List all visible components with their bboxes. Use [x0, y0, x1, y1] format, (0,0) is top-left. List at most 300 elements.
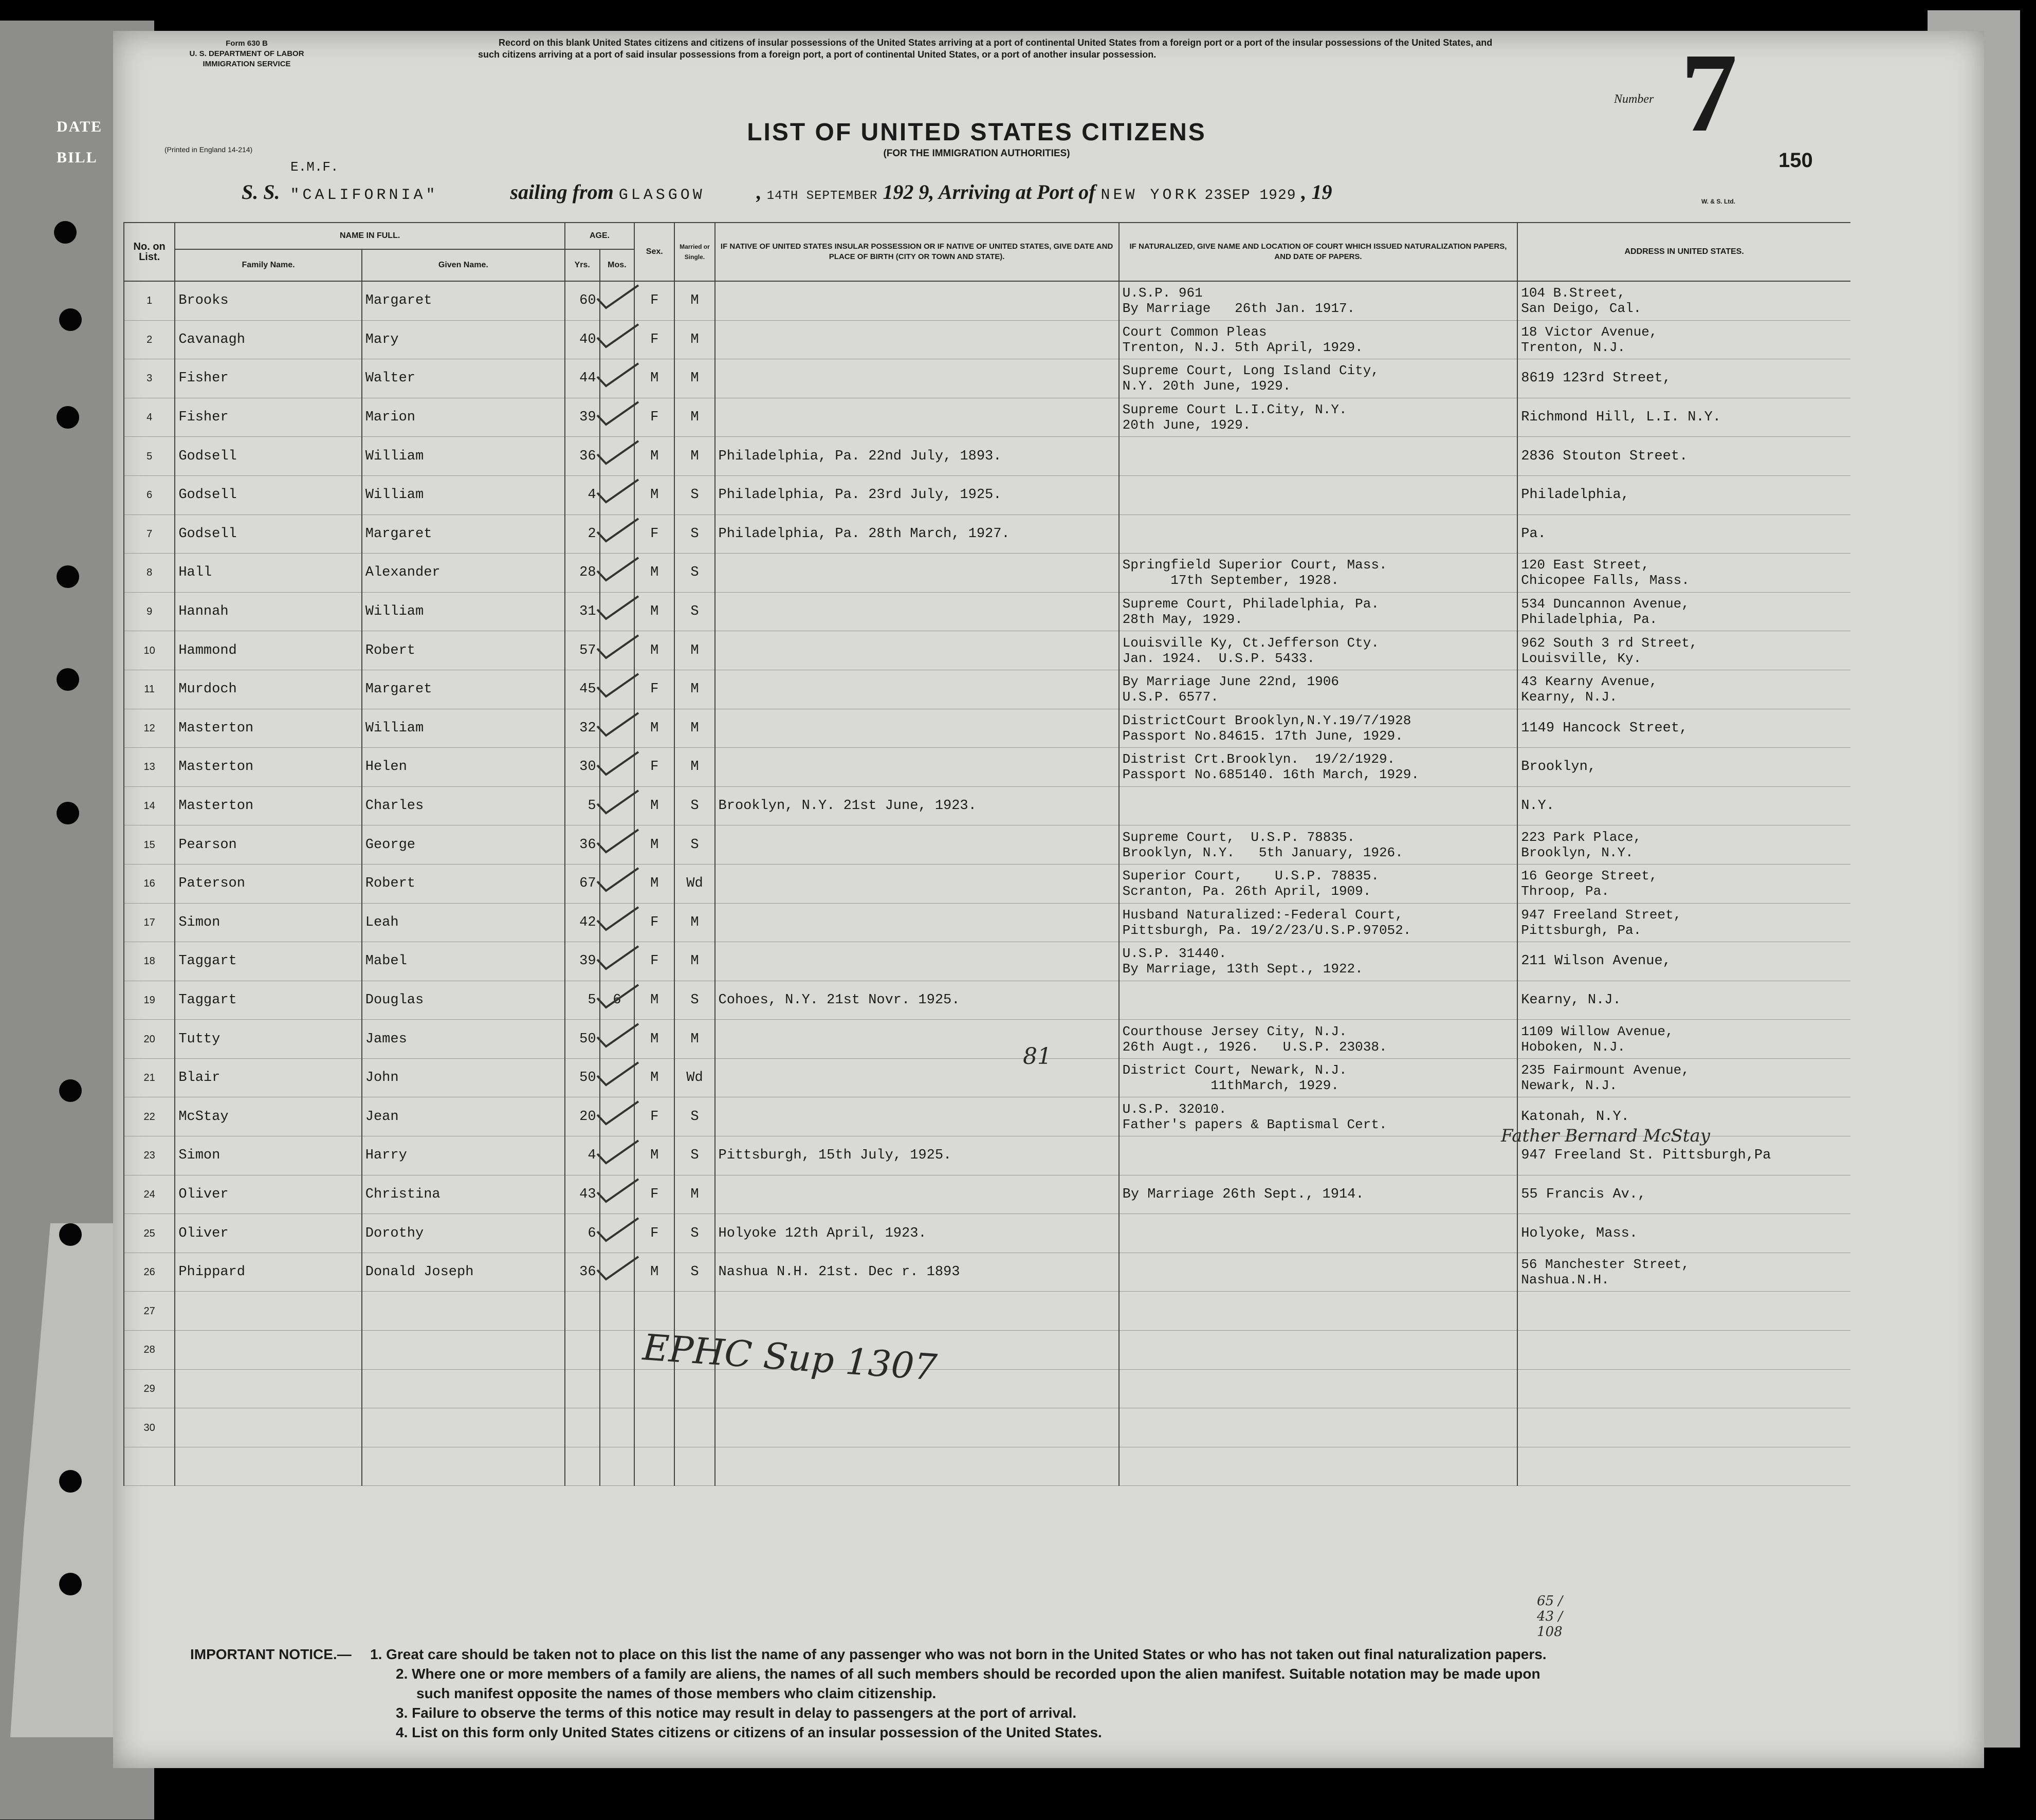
- sex-cell: M: [634, 1020, 674, 1059]
- binder-hole: [59, 308, 82, 331]
- marital-status-cell: M: [674, 748, 714, 787]
- age-years-cell: 28: [565, 554, 600, 593]
- table-row: [124, 1447, 1850, 1486]
- table-row: [124, 592, 1850, 631]
- page-number: 150: [1778, 149, 1813, 172]
- row-number-cell: 6: [124, 475, 175, 514]
- row-number-cell: 29: [124, 1369, 175, 1408]
- marital-status-cell: M: [674, 1175, 714, 1214]
- given-name-cell: Alexander: [362, 554, 565, 593]
- departure-port: GLASGOW: [618, 187, 705, 204]
- us-address-cell: 8619 123rd Street,: [1517, 359, 1850, 398]
- check-mark-icon: [595, 751, 641, 777]
- col-yrs: Yrs.: [565, 249, 600, 281]
- table-row: [124, 1253, 1850, 1292]
- check-mark-icon: [595, 1217, 641, 1243]
- binder-hole: [57, 802, 79, 824]
- row-number-cell: 19: [124, 981, 175, 1020]
- family-name-cell: Masterton: [175, 786, 361, 825]
- birth-place-date-cell: [715, 748, 1119, 787]
- binder-hole: [59, 1470, 82, 1493]
- family-name-cell: Tutty: [175, 1020, 361, 1059]
- family-name-cell: Simon: [175, 1136, 361, 1175]
- sex-cell: F: [634, 1175, 674, 1214]
- table-row: [124, 864, 1850, 903]
- printer-note: (Printed in England 14-214): [164, 145, 253, 154]
- departure-date: 14TH SEPTEMBER: [766, 189, 878, 203]
- sex-cell: F: [634, 398, 674, 437]
- col-birth: IF NATIVE OF UNITED STATES INSULAR POSSESSION OR IF NATIVE OF UNITED STATES, GIVE DATE AND PLACE OF BIRTH (CITY OR TOWN AND STATE).: [715, 223, 1119, 281]
- col-given-name: Given Name.: [362, 249, 565, 281]
- marital-status-cell: S: [674, 592, 714, 631]
- notice-item: 1. Great care should be taken not to place on this list the name of any passenger who was not born in the United States or who has not taken out final naturalization papers.: [370, 1646, 1547, 1662]
- naturalization-cell: [1119, 1447, 1518, 1486]
- given-name-cell: Robert: [362, 864, 565, 903]
- family-name-cell: Hannah: [175, 592, 361, 631]
- us-address-cell: Richmond Hill, L.I. N.Y.: [1517, 398, 1850, 437]
- row-number-cell: 23: [124, 1136, 175, 1175]
- given-name-cell: William: [362, 709, 565, 748]
- age-years-cell: 57: [565, 631, 600, 670]
- passenger-table: [123, 222, 1850, 1486]
- marital-status-cell: M: [674, 1020, 714, 1059]
- sex-cell: F: [634, 903, 674, 942]
- age-years-cell: 36: [565, 1253, 600, 1292]
- birth-place-date-cell: [715, 825, 1119, 865]
- row-number-cell: 13: [124, 748, 175, 787]
- us-address-cell: Kearny, N.J.: [1517, 981, 1850, 1020]
- sex-cell: M: [634, 1136, 674, 1175]
- sex-cell: F: [634, 942, 674, 981]
- check-mark-icon: [595, 1256, 641, 1281]
- naturalization-cell: [1119, 1136, 1518, 1175]
- us-address-cell: [1517, 1369, 1850, 1408]
- sex-cell: M: [634, 709, 674, 748]
- us-address-cell: [1517, 1447, 1850, 1486]
- birth-place-date-cell: Philadelphia, Pa. 23rd July, 1925.: [715, 475, 1119, 514]
- handwritten-mcstay-note: Father Bernard McStay: [1501, 1126, 1710, 1146]
- table-row: [124, 786, 1850, 825]
- naturalization-cell: [1119, 1214, 1518, 1253]
- table-row: [124, 1331, 1850, 1370]
- sex-cell: M: [634, 1058, 674, 1097]
- check-mark-icon: [595, 323, 641, 349]
- us-address-cell: 16 George Street, Throop, Pa.: [1517, 864, 1850, 903]
- side-label-date: DATE: [57, 118, 103, 135]
- given-name-cell: William: [362, 592, 565, 631]
- marital-status-cell: M: [674, 437, 714, 476]
- sex-cell: M: [634, 786, 674, 825]
- age-months-cell: [600, 1369, 635, 1408]
- col-address: ADDRESS IN UNITED STATES.: [1517, 223, 1850, 281]
- col-no: No. on List.: [124, 223, 175, 281]
- family-name-cell: Hall: [175, 554, 361, 593]
- side-label-bill: BILL: [57, 149, 98, 166]
- family-name-cell: Godsell: [175, 437, 361, 476]
- sex-cell: [634, 1369, 674, 1408]
- birth-place-date-cell: [715, 903, 1119, 942]
- marital-status-cell: S: [674, 1253, 714, 1292]
- naturalization-cell: DistrictCourt Brooklyn,N.Y.19/7/1928 Passport No.84615. 17th June, 1929.: [1119, 709, 1518, 748]
- age-years-cell: 30: [565, 748, 600, 787]
- birth-place-date-cell: [715, 631, 1119, 670]
- age-years-cell: 50: [565, 1058, 600, 1097]
- age-years-cell: [565, 1408, 600, 1447]
- us-address-cell: Philadelphia,: [1517, 475, 1850, 514]
- naturalization-cell: U.S.P. 32010. Father's papers & Baptismal Cert.: [1119, 1097, 1518, 1136]
- row-number-cell: 7: [124, 514, 175, 554]
- row-number-cell: 12: [124, 709, 175, 748]
- marital-status-cell: M: [674, 942, 714, 981]
- check-mark-icon: [595, 1061, 641, 1087]
- naturalization-cell: [1119, 437, 1518, 476]
- check-mark-icon: [595, 479, 641, 504]
- col-age: AGE.: [565, 223, 634, 249]
- given-name-cell: Douglas: [362, 981, 565, 1020]
- sex-cell: M: [634, 554, 674, 593]
- row-number-cell: 30: [124, 1408, 175, 1447]
- age-months-cell: 6: [600, 981, 635, 1020]
- check-mark-icon: [595, 867, 641, 893]
- sex-cell: [634, 1408, 674, 1447]
- age-years-cell: 50: [565, 1020, 600, 1059]
- us-address-cell: 55 Francis Av.,: [1517, 1175, 1850, 1214]
- given-name-cell: [362, 1369, 565, 1408]
- marital-status-cell: Wd: [674, 1058, 714, 1097]
- us-address-cell: Brooklyn,: [1517, 748, 1850, 787]
- sex-cell: M: [634, 437, 674, 476]
- row-number-cell: 24: [124, 1175, 175, 1214]
- row-number-cell: [124, 1447, 175, 1486]
- us-address-cell: 223 Park Place, Brooklyn, N.Y.: [1517, 825, 1850, 865]
- birth-place-date-cell: [715, 359, 1119, 398]
- marital-status-cell: S: [674, 1136, 714, 1175]
- age-years-cell: 4: [565, 475, 600, 514]
- notice-item: 4. List on this form only United States citizens or citizens of an insular possession of the United States.: [396, 1724, 1102, 1740]
- marital-status-cell: S: [674, 1097, 714, 1136]
- ship-name: "CALIFORNIA": [290, 187, 438, 204]
- check-mark-icon: [595, 1100, 641, 1126]
- marital-status-cell: S: [674, 981, 714, 1020]
- naturalization-cell: Supreme Court, Philadelphia, Pa. 28th May, 1929.: [1119, 592, 1518, 631]
- sex-cell: M: [634, 475, 674, 514]
- row-number-cell: 5: [124, 437, 175, 476]
- sex-cell: M: [634, 1253, 674, 1292]
- given-name-cell: Margaret: [362, 670, 565, 709]
- age-years-cell: 39: [565, 398, 600, 437]
- age-years-cell: 2: [565, 514, 600, 554]
- table-row: [124, 320, 1850, 359]
- us-address-cell: 947 Freeland St. Pittsburgh,Pa: [1517, 1136, 1850, 1175]
- list-number: 7: [1681, 30, 1737, 155]
- check-mark-icon: [595, 712, 641, 738]
- age-years-cell: 36: [565, 437, 600, 476]
- printer-mark: W. & S. Ltd.: [1701, 198, 1735, 205]
- marital-status-cell: S: [674, 786, 714, 825]
- birth-place-date-cell: [715, 1097, 1119, 1136]
- handwritten-annotation: EPHC Sup 1307: [641, 1326, 939, 1389]
- family-name-cell: [175, 1447, 361, 1486]
- number-label: Number: [1614, 93, 1654, 106]
- marital-status-cell: S: [674, 825, 714, 865]
- marital-status-cell: S: [674, 475, 714, 514]
- notice-item: 3. Failure to observe the terms of this notice may result in delay to passengers at the port of arrival.: [396, 1705, 1077, 1721]
- naturalization-cell: By Marriage June 22nd, 1906 U.S.P. 6577.: [1119, 670, 1518, 709]
- given-name-cell: [362, 1447, 565, 1486]
- col-name-in-full: NAME IN FULL.: [175, 223, 565, 249]
- family-name-cell: [175, 1331, 361, 1370]
- family-name-cell: Brooks: [175, 281, 361, 320]
- birth-place-date-cell: [715, 1292, 1119, 1331]
- birth-place-date-cell: [715, 1020, 1119, 1059]
- given-name-cell: Margaret: [362, 514, 565, 554]
- birth-place-date-cell: [715, 592, 1119, 631]
- sex-cell: [634, 1292, 674, 1331]
- birth-place-date-cell: [715, 1175, 1119, 1214]
- age-years-cell: 20: [565, 1097, 600, 1136]
- age-years-cell: [565, 1331, 600, 1370]
- naturalization-cell: [1119, 1369, 1518, 1408]
- marital-status-cell: M: [674, 320, 714, 359]
- naturalization-cell: U.S.P. 31440. By Marriage, 13th Sept., 1922.: [1119, 942, 1518, 981]
- naturalization-cell: U.S.P. 961 By Marriage 26th Jan. 1917.: [1119, 281, 1518, 320]
- marital-status-cell: [674, 1408, 714, 1447]
- age-years-cell: [565, 1292, 600, 1331]
- birth-place-date-cell: [715, 1447, 1119, 1486]
- table-row: [124, 1369, 1850, 1408]
- family-name-cell: Taggart: [175, 981, 361, 1020]
- marital-status-cell: Wd: [674, 864, 714, 903]
- table-row: [124, 1020, 1850, 1059]
- check-mark-icon: [595, 984, 641, 1009]
- check-mark-icon: [595, 673, 641, 698]
- check-mark-icon: [595, 829, 641, 854]
- check-mark-icon: [595, 1023, 641, 1049]
- naturalization-cell: [1119, 1331, 1518, 1370]
- table-row: [124, 981, 1850, 1020]
- check-mark-icon: [595, 401, 641, 427]
- naturalization-cell: [1119, 1253, 1518, 1292]
- family-name-cell: Taggart: [175, 942, 361, 981]
- age-years-cell: 44: [565, 359, 600, 398]
- given-name-cell: Margaret: [362, 281, 565, 320]
- age-years-cell: 43: [565, 1175, 600, 1214]
- age-years-cell: 5: [565, 786, 600, 825]
- row-number-cell: 3: [124, 359, 175, 398]
- birth-place-date-cell: [715, 670, 1119, 709]
- marital-status-cell: M: [674, 398, 714, 437]
- given-name-cell: Charles: [362, 786, 565, 825]
- naturalization-cell: Springfield Superior Court, Mass. 17th September, 1928.: [1119, 554, 1518, 593]
- age-years-cell: [565, 1369, 600, 1408]
- given-name-cell: [362, 1331, 565, 1370]
- birth-place-date-cell: [715, 1408, 1119, 1447]
- check-mark-icon: [595, 362, 641, 388]
- birth-place-date-cell: [715, 864, 1119, 903]
- age-years-cell: 31: [565, 592, 600, 631]
- sex-cell: [634, 1447, 674, 1486]
- given-name-cell: [362, 1292, 565, 1331]
- naturalization-cell: [1119, 475, 1518, 514]
- marital-status-cell: [674, 1292, 714, 1331]
- us-address-cell: 211 Wilson Avenue,: [1517, 942, 1850, 981]
- family-name-cell: Masterton: [175, 748, 361, 787]
- us-address-cell: [1517, 1331, 1850, 1370]
- table-row: [124, 748, 1850, 787]
- given-name-cell: James: [362, 1020, 565, 1059]
- age-months-cell: [600, 1408, 635, 1447]
- marital-status-cell: M: [674, 670, 714, 709]
- age-months-cell: [600, 1447, 635, 1486]
- table-row: [124, 1175, 1850, 1214]
- naturalization-cell: Court Common Pleas Trenton, N.J. 5th April, 1929.: [1119, 320, 1518, 359]
- age-months-cell: [600, 1331, 635, 1370]
- row-number-cell: 26: [124, 1253, 175, 1292]
- check-mark-icon: [595, 1178, 641, 1204]
- naturalization-cell: Husband Naturalized:-Federal Court, Pittsburgh, Pa. 19/2/23/U.S.P.97052.: [1119, 903, 1518, 942]
- age-years-cell: 60: [565, 281, 600, 320]
- sex-cell: M: [634, 825, 674, 865]
- naturalization-cell: Louisville Ky, Ct.Jefferson Cty. Jan. 1924. U.S.P. 5433.: [1119, 631, 1518, 670]
- given-name-cell: Robert: [362, 631, 565, 670]
- birth-place-date-cell: [715, 942, 1119, 981]
- row-number-cell: 16: [124, 864, 175, 903]
- initials: E.M.F.: [290, 159, 339, 175]
- us-address-cell: 235 Fairmount Avenue, Newark, N.J.: [1517, 1058, 1850, 1097]
- row-number-cell: 1: [124, 281, 175, 320]
- row-number-cell: 21: [124, 1058, 175, 1097]
- check-mark-icon: [595, 284, 641, 310]
- naturalization-cell: [1119, 981, 1518, 1020]
- table-row: [124, 514, 1850, 554]
- us-address-cell: 1149 Hancock Street,: [1517, 709, 1850, 748]
- birth-place-date-cell: Pittsburgh, 15th July, 1925.: [715, 1136, 1119, 1175]
- marital-status-cell: S: [674, 1214, 714, 1253]
- given-name-cell: Marion: [362, 398, 565, 437]
- table-row: [124, 1214, 1850, 1253]
- table-row: [124, 825, 1850, 865]
- check-mark-icon: [595, 557, 641, 582]
- age-years-cell: 6: [565, 1214, 600, 1253]
- naturalization-cell: Courthouse Jersey City, N.J. 26th Augt., 1926. U.S.P. 23038.: [1119, 1020, 1518, 1059]
- us-address-cell: 534 Duncannon Avenue, Philadelphia, Pa.: [1517, 592, 1850, 631]
- naturalization-cell: Distrist Crt.Brooklyn. 19/2/1929. Passport No.685140. 16th March, 1929.: [1119, 748, 1518, 787]
- marital-status-cell: [674, 1447, 714, 1486]
- table-row: [124, 281, 1850, 320]
- given-name-cell: Harry: [362, 1136, 565, 1175]
- col-sex: Sex.: [634, 223, 674, 281]
- handwritten-margin-numbers: 65 / 43 / 108: [1537, 1593, 1563, 1640]
- given-name-cell: William: [362, 437, 565, 476]
- row-number-cell: 27: [124, 1292, 175, 1331]
- row-number-cell: 20: [124, 1020, 175, 1059]
- row-number-cell: 18: [124, 942, 175, 981]
- family-name-cell: Fisher: [175, 359, 361, 398]
- col-family-name: Family Name.: [175, 249, 361, 281]
- sex-cell: M: [634, 981, 674, 1020]
- us-address-cell: Holyoke, Mass.: [1517, 1214, 1850, 1253]
- arrival-stamp: 23SEP 1929: [1204, 188, 1296, 204]
- binder-hole: [54, 221, 77, 244]
- family-name-cell: Murdoch: [175, 670, 361, 709]
- col-mos: Mos.: [600, 249, 635, 281]
- important-notice: [190, 1645, 1886, 1742]
- check-mark-icon: [595, 440, 641, 466]
- family-name-cell: Godsell: [175, 475, 361, 514]
- family-name-cell: Paterson: [175, 864, 361, 903]
- sex-cell: F: [634, 320, 674, 359]
- marital-status-cell: M: [674, 359, 714, 398]
- age-years-cell: [565, 1447, 600, 1486]
- us-address-cell: 56 Manchester Street, Nashua.N.H.: [1517, 1253, 1850, 1292]
- given-name-cell: John: [362, 1058, 565, 1097]
- naturalization-cell: Supreme Court L.I.City, N.Y. 20th June, 1929.: [1119, 398, 1518, 437]
- sex-cell: M: [634, 864, 674, 903]
- binder-hole: [59, 1573, 82, 1595]
- voyage-line: S. S. "CALIFORNIA" sailing from GLASGOW , 14TH SEPTEMBER 192 9, Arriving at Port of NEW YORK 23SEP 1929 , 19: [242, 180, 1332, 204]
- naturalization-cell: [1119, 786, 1518, 825]
- given-name-cell: Leah: [362, 903, 565, 942]
- us-address-cell: 18 Victor Avenue, Trenton, N.J.: [1517, 320, 1850, 359]
- birth-place-date-cell: Philadelphia, Pa. 22nd July, 1893.: [715, 437, 1119, 476]
- age-years-cell: 42: [565, 903, 600, 942]
- check-mark-icon: [595, 945, 641, 971]
- family-name-cell: Masterton: [175, 709, 361, 748]
- birth-place-date-cell: Nashua N.H. 21st. Dec r. 1893: [715, 1253, 1119, 1292]
- given-name-cell: Dorothy: [362, 1214, 565, 1253]
- row-number-cell: 17: [124, 903, 175, 942]
- table-row: [124, 1058, 1850, 1097]
- table-row: [124, 631, 1850, 670]
- family-name-cell: [175, 1369, 361, 1408]
- col-married: Married or Single.: [674, 223, 714, 281]
- table-row: [124, 709, 1850, 748]
- family-name-cell: Oliver: [175, 1175, 361, 1214]
- marital-status-cell: S: [674, 514, 714, 554]
- us-address-cell: 43 Kearny Avenue, Kearny, N.J.: [1517, 670, 1850, 709]
- check-mark-icon: [595, 906, 641, 932]
- us-address-cell: [1517, 1292, 1850, 1331]
- birth-place-date-cell: [715, 709, 1119, 748]
- notice-item: such manifest opposite the names of those members who claim citizenship.: [416, 1685, 937, 1701]
- naturalization-cell: By Marriage 26th Sept., 1914.: [1119, 1175, 1518, 1214]
- col-naturalized: IF NATURALIZED, GIVE NAME AND LOCATION OF COURT WHICH ISSUED NATURALIZATION PAPERS, AND DATE OF PAPERS.: [1119, 223, 1518, 281]
- check-mark-icon: [595, 518, 641, 543]
- age-years-cell: 39: [565, 942, 600, 981]
- given-name-cell: Helen: [362, 748, 565, 787]
- sex-cell: F: [634, 1097, 674, 1136]
- table-row: [124, 398, 1850, 437]
- given-name-cell: Jean: [362, 1097, 565, 1136]
- us-address-cell: Katonah, N.Y.: [1517, 1097, 1850, 1136]
- check-mark-icon: [595, 1139, 641, 1165]
- binder-hole: [57, 668, 79, 691]
- given-name-cell: Mabel: [362, 942, 565, 981]
- family-name-cell: Godsell: [175, 514, 361, 554]
- us-address-cell: 962 South 3 rd Street, Louisville, Ky.: [1517, 631, 1850, 670]
- us-address-cell: 1109 Willow Avenue, Hoboken, N.J.: [1517, 1020, 1850, 1059]
- family-name-cell: Pearson: [175, 825, 361, 865]
- table-row: [124, 1292, 1850, 1331]
- family-name-cell: Blair: [175, 1058, 361, 1097]
- row-number-cell: 28: [124, 1331, 175, 1370]
- us-address-cell: [1517, 1408, 1850, 1447]
- naturalization-cell: Superior Court, U.S.P. 78835. Scranton, Pa. 26th April, 1909.: [1119, 864, 1518, 903]
- age-years-cell: 36: [565, 825, 600, 865]
- us-address-cell: N.Y.: [1517, 786, 1850, 825]
- sex-cell: F: [634, 514, 674, 554]
- binder-hole: [59, 1223, 82, 1246]
